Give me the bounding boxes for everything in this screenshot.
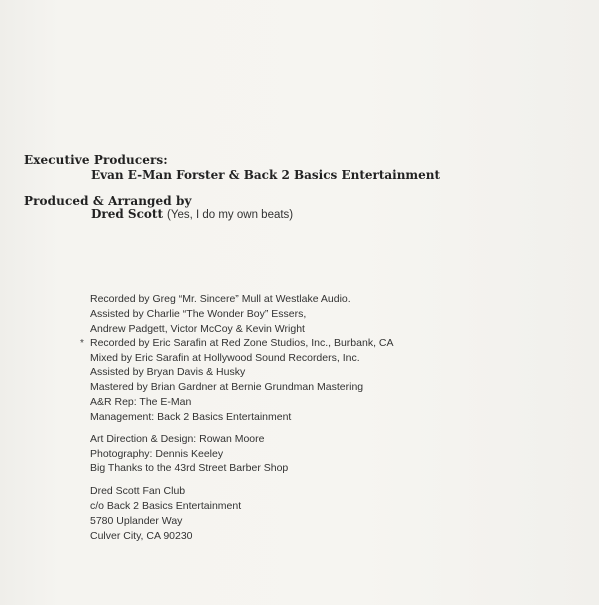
recording-line: Recorded by Eric Sarafin at Red Zone Studios, Inc., Burbank, CA [90, 337, 394, 349]
fan-club-line: c/o Back 2 Basics Entertainment [90, 500, 242, 512]
recording-line: Andrew Padgett, Victor McCoy & Kevin Wright [90, 323, 305, 335]
executive-producers-names: Evan E-Man Forster & Back 2 Basics Entertainment [91, 168, 441, 182]
producer-credit [91, 207, 293, 221]
recording-line: Recorded by Greg “Mr. Sincere” Mull at Westlake Audio. [90, 293, 351, 305]
art-credit-line: Photography: Dennis Keeley [90, 448, 224, 460]
art-credit-line: Big Thanks to the 43rd Street Barber Shop [90, 462, 289, 474]
fan-club-line: 5780 Uplander Way [90, 515, 183, 527]
producer-name: Dred Scott [91, 207, 163, 221]
producer-note: (Yes, I do my own beats) [167, 209, 294, 221]
fan-club-line: Dred Scott Fan Club [90, 485, 186, 497]
fan-club-line: Culver City, CA 90230 [90, 530, 193, 542]
recording-line: Mastered by Brian Gardner at Bernie Grundman Mastering [90, 381, 364, 393]
recording-line: Assisted by Charlie “The Wonder Boy” Essers, [90, 308, 307, 320]
recording-line: Management: Back 2 Basics Entertainment [90, 411, 292, 423]
asterisk-marker: * [80, 338, 84, 349]
art-credit-line: Art Direction & Design: Rowan Moore [90, 433, 265, 445]
recording-line: Assisted by Bryan Davis & Husky [90, 366, 246, 378]
produced-arranged-heading: Produced & Arranged by [24, 194, 192, 208]
recording-line: A&R Rep: The E-Man [90, 396, 192, 408]
executive-producers-heading: Executive Producers: [24, 153, 168, 167]
recording-line: Mixed by Eric Sarafin at Hollywood Sound Recorders, Inc. [90, 352, 360, 364]
